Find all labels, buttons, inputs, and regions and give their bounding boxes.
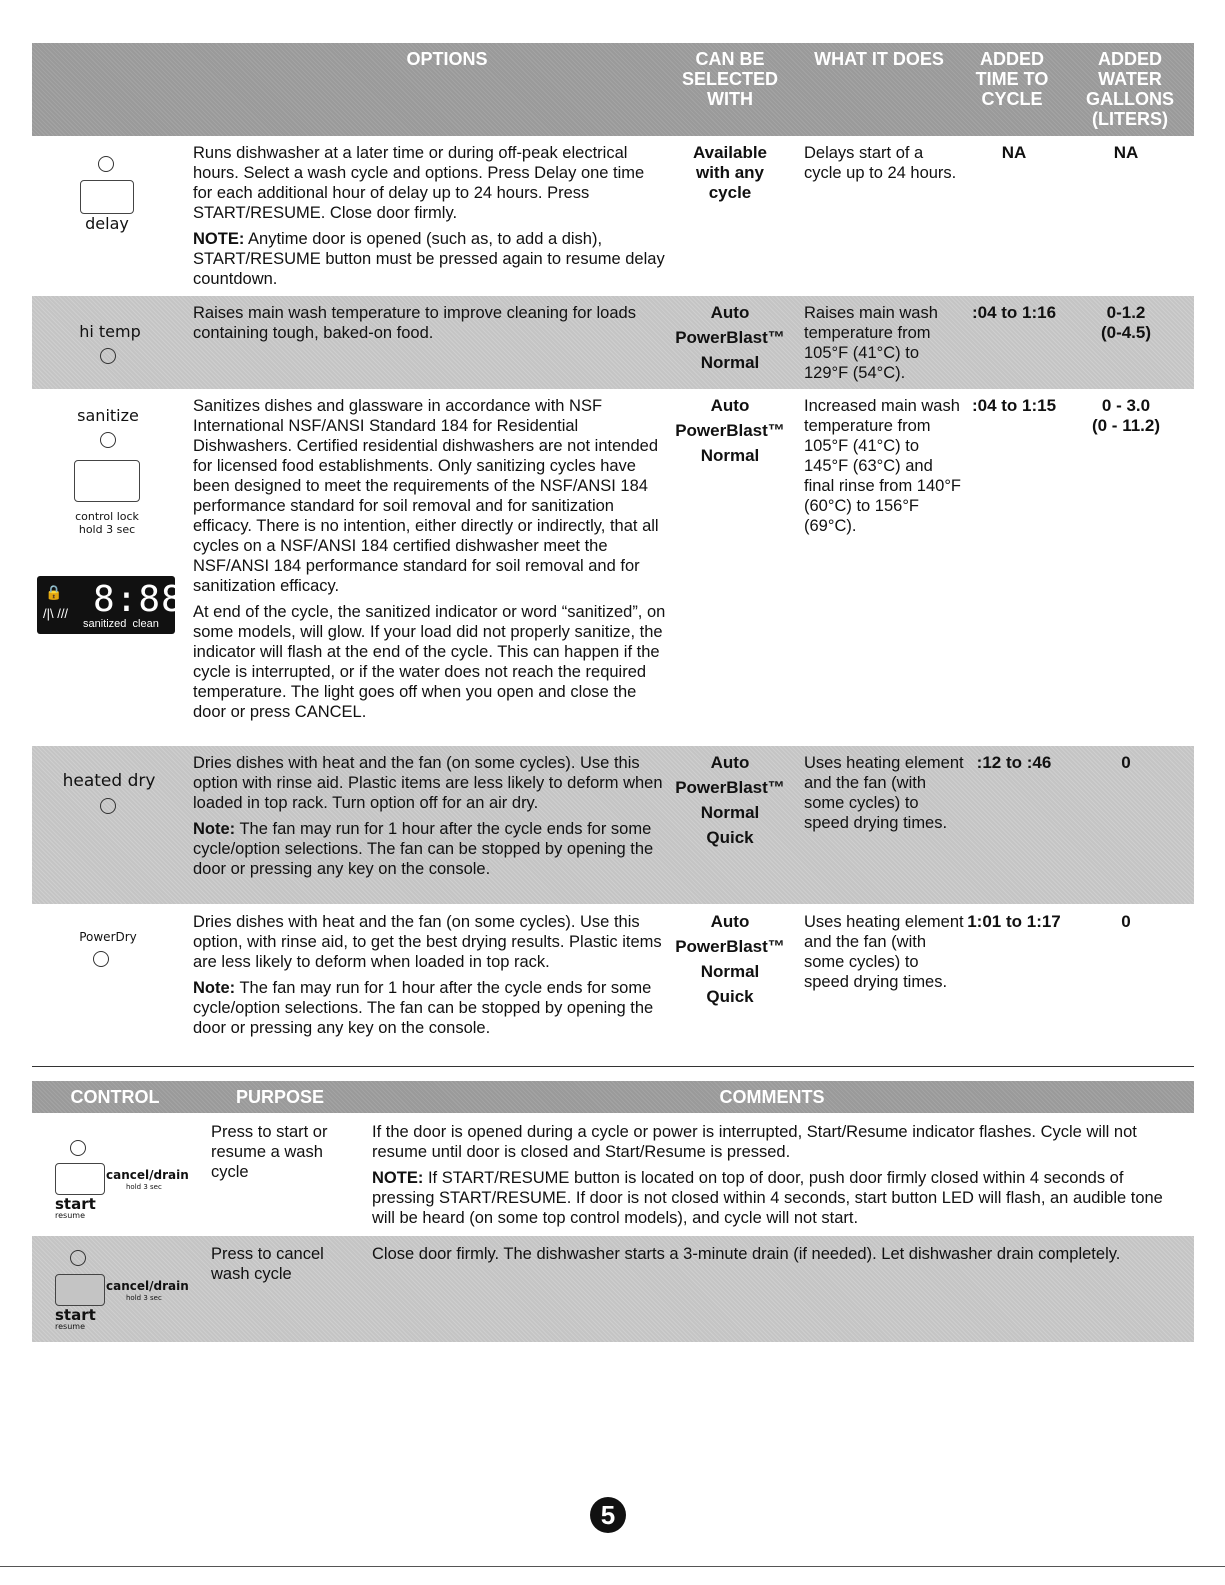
hi-temp-label: hi temp	[79, 322, 141, 341]
powerdry-note	[193, 978, 668, 1038]
cancel-indicator-light	[70, 1250, 86, 1266]
options-table-bottom-rule	[32, 1066, 1194, 1067]
control-table-header	[32, 1081, 1194, 1113]
hi-temp-selected-with-line: Normal	[700, 353, 760, 372]
start-label	[55, 1307, 105, 1331]
cancel-drain-label-text: cancel/drain	[106, 1279, 189, 1293]
delay-what-it-does: Delays start of a cycle up to 24 hours.	[804, 144, 957, 182]
cancel-purpose: Press to cancel wash cycle	[211, 1245, 324, 1283]
powerdry-selected-with-line: Quick	[706, 987, 754, 1006]
heated-dry-added-water: 0	[1121, 753, 1131, 772]
resume-label-text: resume	[55, 1211, 85, 1220]
cancel-comments: Close door firmly. The dishwasher starts a 3-minute drain (if needed). Let dishwasher drain completely.	[372, 1245, 1121, 1263]
powerdry-label: PowerDry	[79, 930, 137, 944]
hi-temp-added-water-line: (0-4.5)	[1100, 323, 1152, 342]
delay-indicator-light	[98, 156, 114, 172]
delay-selected-with-line: with any	[695, 163, 764, 182]
header-purpose: PURPOSE	[235, 1087, 325, 1107]
delay-selected-with-line: cycle	[708, 183, 752, 202]
hi-temp-selected-with	[664, 300, 796, 375]
display-indicators	[83, 618, 159, 630]
powerdry-description-text: Dries dishes with heat and the fan (on some cycles). Use this option, with rinse aid, to get the best drying results. Plastic items are less likely to deform when loaded in top rack.	[193, 913, 662, 971]
delay-added-water: NA	[1113, 143, 1139, 162]
sanitize-added-water	[1076, 396, 1176, 436]
start-indicator-light	[70, 1140, 86, 1156]
heated-dry-what-it-does: Uses heating element and the fan (with some cycles) to speed drying times.	[804, 754, 964, 832]
display-digits: 8:88	[93, 579, 184, 620]
hi-temp-added-water-line: 0-1.2	[1106, 303, 1146, 322]
delay-added-time: NA	[1001, 143, 1027, 162]
sanitize-selected-with-line: Normal	[700, 446, 760, 465]
powerdry-what-it-does: Uses heating element and the fan (with some cycles) to speed drying times.	[804, 913, 964, 991]
start-note-text: If START/RESUME button is located on top of door, push door firmly closed within 4 seconds of pressing START/RESUME. If door is not closed within 4 seconds, start button LED will flash, an audible tone will be heard (on some top control models), and cycle will not start.	[372, 1169, 1163, 1227]
control-lock-button[interactable]	[74, 460, 140, 502]
powerdry-description	[193, 912, 668, 1044]
delay-label: delay	[85, 214, 129, 233]
header-comments: COMMENTS	[719, 1087, 825, 1107]
sanitize-indicator-light	[100, 432, 116, 448]
header-what-it-does: WHAT IT DOES	[814, 49, 944, 69]
powerdry-note-text: The fan may run for 1 hour after the cycle ends for some cycle/option selections. The fan can be stopped by opening the door or pressing any key on the console.	[193, 979, 654, 1037]
heated-dry-label: heated dry	[62, 771, 156, 791]
heated-dry-description-text: Dries dishes with heat and the fan (on some cycles). Use this option with rinse aid. Plastic items are less likely to deform when loaded in top rack. Turn option off for an air dry.	[193, 754, 663, 812]
powerdry-selected-with	[664, 909, 796, 1009]
sanitize-selected-with-line: Auto	[710, 396, 750, 415]
header-options: OPTIONS	[406, 49, 488, 69]
heated-dry-note-text: The fan may run for 1 hour after the cycle ends for some cycle/option selections. The fan can be stopped by opening the door or pressing any key on the console.	[193, 820, 654, 878]
delay-note-label: NOTE:	[193, 230, 245, 248]
sanitize-selected-with	[664, 393, 796, 468]
control-lock-label	[60, 510, 154, 536]
lock-icon: 🔒	[45, 584, 63, 600]
cancel-drain-label	[106, 1168, 189, 1193]
header-control: CONTROL	[70, 1087, 160, 1107]
hi-temp-added-water	[1076, 303, 1176, 343]
delay-button[interactable]	[80, 180, 134, 214]
delay-selected-with	[664, 143, 796, 203]
powerdry-added-water: 0	[1121, 912, 1131, 931]
delay-note	[193, 229, 668, 289]
options-table-header	[32, 43, 1194, 136]
heated-dry-selected-with-line: Quick	[706, 828, 754, 847]
start-note-label: NOTE:	[372, 1169, 424, 1187]
heated-dry-note-label: Note:	[193, 820, 236, 838]
sanitized-indicator: sanitized	[83, 618, 127, 630]
sanitize-description	[193, 396, 668, 728]
resume-label-text: resume	[55, 1322, 85, 1331]
powerdry-note-label: Note:	[193, 979, 236, 997]
hi-temp-selected-with-line: PowerBlast™	[675, 328, 785, 347]
sanitize-added-water-line: (0 - 11.2)	[1091, 416, 1161, 435]
start-purpose: Press to start or resume a wash cycle	[211, 1123, 328, 1181]
control-lock-hold-text: hold 3 sec	[78, 523, 136, 536]
heated-dry-added-time: :12 to :46	[976, 753, 1052, 772]
cancel-drain-hold-text: hold 3 sec	[126, 1294, 162, 1302]
sanitize-what-it-does: Increased main wash temperature from 105°F (41°C) to 145°F (63°C) and final rinse from 140°F (60°C) to 156°F (69°C).	[804, 397, 961, 535]
powerdry-indicator-light	[93, 951, 109, 967]
hi-temp-indicator-light	[100, 348, 116, 364]
start-resume-button[interactable]	[55, 1163, 105, 1195]
cancel-drain-label	[106, 1279, 189, 1304]
start-label-text: start	[55, 1306, 96, 1324]
start-comments	[372, 1122, 1177, 1228]
powerdry-selected-with-line: PowerBlast™	[675, 937, 785, 956]
page-bottom-rule	[0, 1566, 1225, 1567]
clean-indicator: clean	[132, 618, 159, 630]
powerdry-selected-with-line: Auto	[710, 912, 750, 931]
delay-description-text: Runs dishwasher at a later time or during off-peak electrical hours. Select a wash cycle and options. Press Delay one time for each additional hour of delay up to 24 hours. Press START/RESUME. Close door firmly.	[193, 144, 645, 222]
start-comment-text: If the door is opened during a cycle or power is interrupted, Start/Resume indicator flashes. Cycle will not resume until door is closed and Start/Resume is pressed.	[372, 1123, 1137, 1161]
control-lock-label-text: control lock	[75, 510, 139, 523]
delay-description	[193, 143, 668, 295]
sanitize-added-water-line: 0 - 3.0	[1101, 396, 1151, 415]
powerdry-added-time: 1:01 to 1:17	[967, 912, 1061, 931]
sanitize-description-text-2: At end of the cycle, the sanitized indicator or word “sanitized”, on some models, will glow. If your load did not properly sanitize, the indicator will flash at the end of the cycle. This can happen if the cycle is interrupted, or if the water does not reach the required temperature. The light goes off when you open and close the door or press CANCEL.	[193, 603, 666, 721]
heated-dry-selected-with-line: Normal	[700, 803, 760, 822]
sanitize-description-text: Sanitizes dishes and glassware in accordance with NSF International NSF/ANSI Standard 184 for Residential Dishwashers. Certified residential dishwashers are not intended for licensed food establishments. Only sanitizing cycles have been designed to meet the requirements of the NSF/ANSI 184 performance standard for soil removal and for sanitization efficacy. There is no intention, either directly or indirectly, that all cycles on a NSF/ANSI 184 certified dishwasher meet the NSF/ANSI 184 performance standard for soil removal and for sanitization efficacy.	[193, 397, 659, 595]
hi-temp-selected-with-line: Auto	[710, 303, 750, 322]
delay-selected-with-line: Available	[692, 143, 768, 162]
header-added-time: ADDED TIME TO CYCLE	[975, 49, 1049, 109]
header-added-water: ADDED WATER GALLONS (LITERS)	[1086, 49, 1174, 129]
sanitize-label: sanitize	[77, 406, 139, 425]
heated-dry-note	[193, 819, 668, 879]
heated-dry-selected-with-line: Auto	[710, 753, 750, 772]
header-can-be-selected: CAN BE SELECTED WITH	[681, 49, 778, 109]
sanitize-selected-with-line: PowerBlast™	[675, 421, 785, 440]
hi-temp-what-it-does: Raises main wash temperature from 105°F (41°C) to 129°F (54°C).	[804, 304, 938, 382]
page-number: 5	[590, 1497, 626, 1533]
hi-temp-added-time: :04 to 1:16	[971, 303, 1057, 322]
heated-dry-selected-with	[664, 750, 796, 850]
powerdry-selected-with-line: Normal	[700, 962, 760, 981]
cancel-drain-label-text: cancel/drain	[106, 1168, 189, 1182]
delay-note-text: Anytime door is opened (such as, to add a dish), START/RESUME button must be pressed again to resume delay countdown.	[193, 230, 665, 288]
heated-dry-selected-with-line: PowerBlast™	[675, 778, 785, 797]
sanitize-added-time: :04 to 1:15	[971, 396, 1057, 415]
hi-temp-description: Raises main wash temperature to improve cleaning for loads containing tough, baked-on food.	[193, 304, 636, 342]
start-label	[55, 1196, 105, 1220]
heated-dry-indicator-light	[100, 798, 116, 814]
cancel-drain-hold-text: hold 3 sec	[126, 1183, 162, 1191]
start-note	[372, 1168, 1177, 1228]
start-label-text: start	[55, 1195, 96, 1213]
cancel-drain-button[interactable]	[55, 1274, 105, 1306]
heated-dry-description	[193, 753, 668, 885]
status-display	[37, 576, 184, 634]
wash-spray-icon: /|\ ///	[43, 606, 69, 621]
